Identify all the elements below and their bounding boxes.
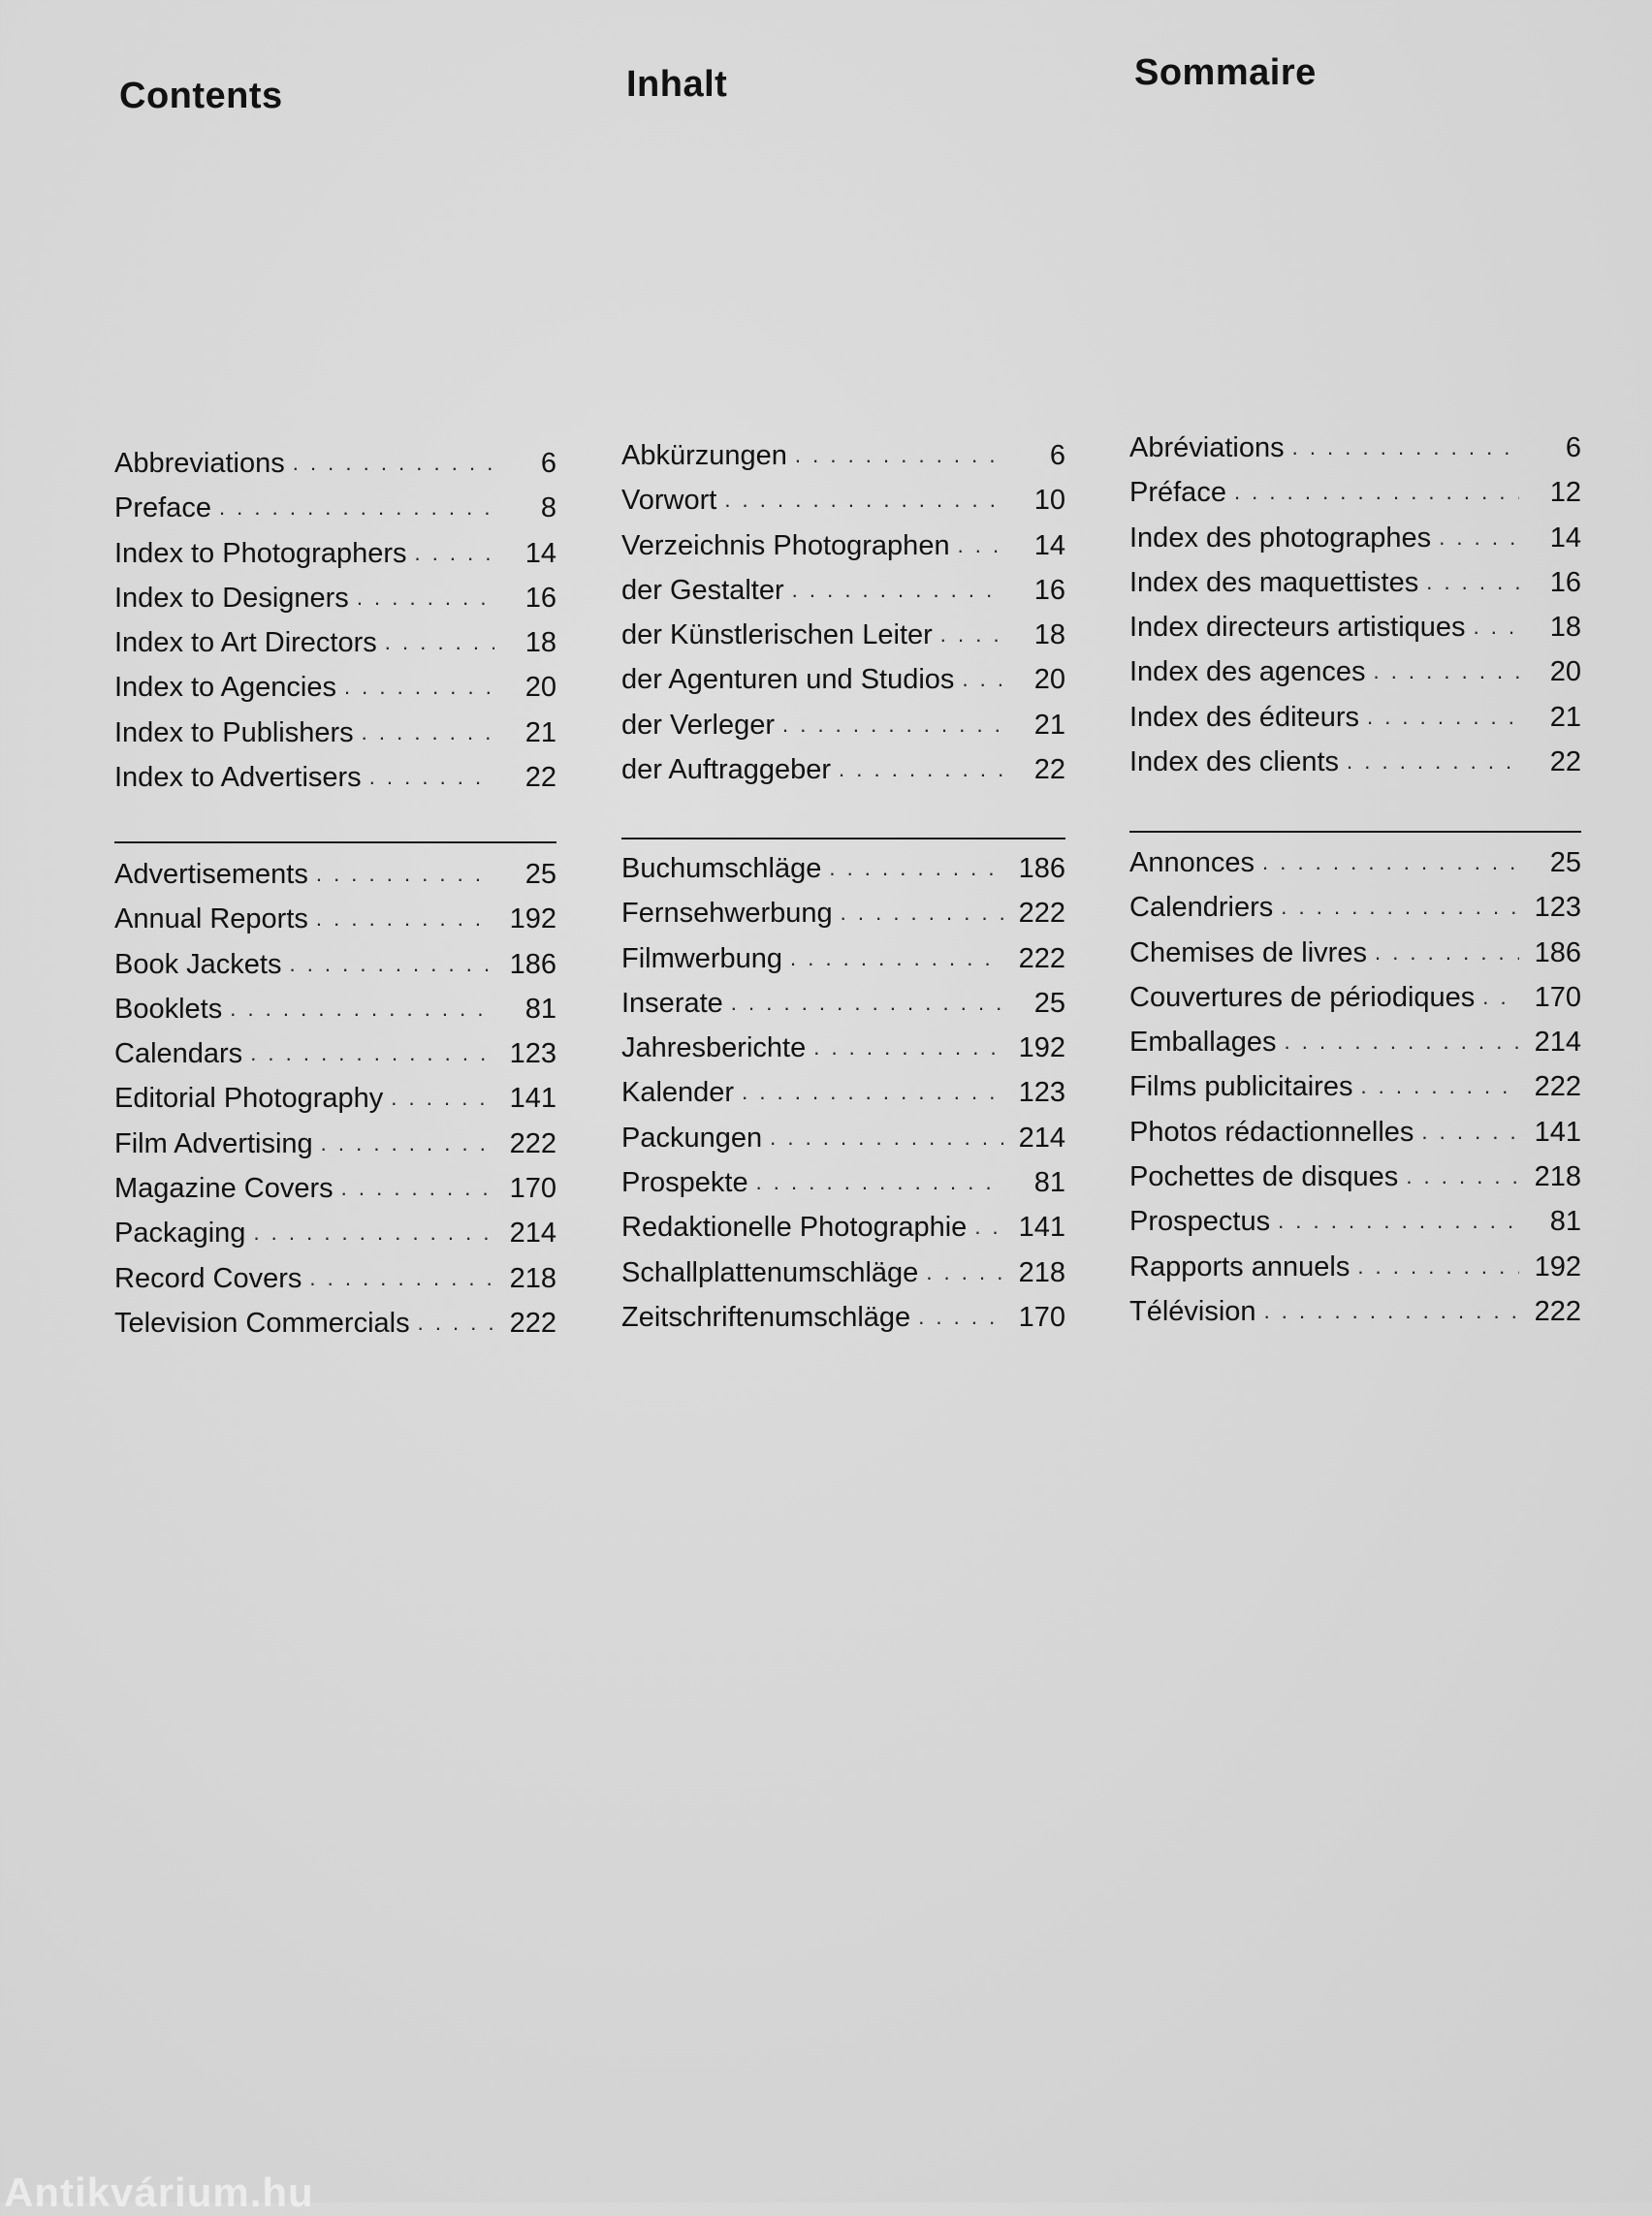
toc-entry [621, 754, 1065, 799]
heading-sommaire: Sommaire [1134, 52, 1317, 93]
toc-entry-page-number: 16 [1549, 566, 1581, 598]
toc-entry [1129, 847, 1581, 892]
toc-entry [621, 619, 1065, 664]
toc-entry-label: Magazine Covers [114, 1173, 334, 1205]
dot-leader [958, 533, 1003, 558]
toc-entry-label: Inserate [621, 987, 723, 1019]
toc-entry [621, 485, 1065, 529]
toc-entry-page-number: 8 [540, 492, 556, 524]
toc-entry-page-number: 20 [1033, 664, 1065, 696]
toc-entry [114, 859, 556, 903]
toc-entry [1129, 1071, 1581, 1116]
toc-entry [114, 538, 556, 583]
dot-leader [1439, 525, 1519, 551]
toc-entry [621, 988, 1065, 1032]
toc-entry-label: Preface [114, 492, 211, 524]
section-divider [1129, 831, 1581, 833]
dot-leader [418, 1311, 494, 1336]
dot-leader [940, 622, 1003, 648]
toc-entry-label: Book Jackets [114, 948, 282, 980]
toc-entry-page-number: 141 [1018, 1212, 1065, 1244]
toc-entry [114, 1038, 556, 1083]
toc-entry [621, 1257, 1065, 1302]
toc-entry-label: Chemises de livres [1129, 936, 1367, 968]
sections-list-german [621, 853, 1065, 1346]
toc-entry [621, 853, 1065, 898]
dot-leader [289, 952, 494, 977]
dot-leader [309, 1266, 494, 1291]
toc-entry [621, 530, 1065, 575]
toc-entry-label: Index to Photographers [114, 537, 407, 569]
dot-leader [1375, 940, 1519, 966]
toc-entry [621, 1123, 1065, 1167]
dot-leader [962, 667, 1003, 692]
toc-entry-page-number: 21 [1033, 709, 1065, 741]
toc-entry-label: der Auftraggeber [621, 754, 832, 786]
toc-entry-page-number: 81 [524, 993, 556, 1025]
toc-entry-page-number: 222 [1534, 1071, 1581, 1103]
heading-inhalt: Inhalt [626, 64, 728, 105]
toc-entry [114, 583, 556, 627]
toc-entry [1129, 892, 1581, 936]
toc-entry-label: Index des éditeurs [1129, 701, 1359, 733]
toc-entry [1129, 702, 1581, 746]
toc-entry-label: Index to Art Directors [114, 627, 377, 659]
toc-entry-label: der Gestalter [621, 574, 784, 606]
toc-entry-page-number: 6 [1565, 432, 1581, 463]
toc-entry-label: Index des maquettistes [1129, 566, 1419, 598]
toc-entry-page-number: 123 [1534, 892, 1581, 924]
toc-entry-label: Index des agences [1129, 656, 1366, 688]
toc-entry-page-number: 18 [1549, 612, 1581, 644]
dot-leader [414, 541, 494, 566]
dot-leader [1281, 895, 1519, 920]
toc-entry-page-number: 12 [1549, 477, 1581, 509]
toc-entry-page-number: 170 [509, 1173, 556, 1205]
toc-entry-page-number: 22 [524, 762, 556, 794]
dot-leader [1421, 1120, 1519, 1145]
toc-entry-page-number: 222 [509, 1307, 556, 1339]
toc-entry-page-number: 192 [509, 903, 556, 935]
toc-entry-page-number: 6 [1049, 440, 1065, 471]
toc-entry [1129, 477, 1581, 522]
toc-entry-page-number: 21 [524, 716, 556, 748]
toc-entry [1129, 656, 1581, 701]
toc-entry-label: Zeitschriftenumschläge [621, 1301, 911, 1333]
toc-entry-page-number: 222 [1018, 942, 1065, 974]
dot-leader [918, 1305, 1003, 1330]
toc-entry [1129, 522, 1581, 567]
toc-entry [621, 440, 1065, 485]
toc-entry [114, 994, 556, 1038]
toc-entry [621, 898, 1065, 942]
toc-entry-page-number: 123 [1018, 1077, 1065, 1109]
toc-entry [114, 1263, 556, 1308]
toc-entry [621, 1032, 1065, 1077]
toc-entry-label: Television Commercials [114, 1307, 410, 1339]
toc-entry-page-number: 218 [1534, 1161, 1581, 1193]
dot-leader [293, 451, 494, 476]
toc-entry-page-number: 222 [1018, 898, 1065, 930]
toc-entry [1129, 432, 1581, 477]
dot-leader [813, 1035, 1003, 1061]
toc-entry-label: Kalender [621, 1077, 735, 1109]
toc-entry-label: Redaktionelle Photographie [621, 1212, 968, 1244]
dot-leader [1347, 749, 1519, 775]
heading-contents: Contents [119, 76, 283, 116]
toc-entry [114, 1173, 556, 1218]
toc-entry-label: Buchumschläge [621, 853, 822, 884]
index-list-french [1129, 432, 1581, 791]
toc-entry-label: Index to Advertisers [114, 762, 362, 794]
toc-entry-label: Prospectus [1129, 1206, 1271, 1238]
toc-entry-page-number: 21 [1549, 701, 1581, 733]
dot-leader [742, 1080, 1003, 1105]
toc-entry-label: Abbreviations [114, 448, 285, 479]
toc-entry [114, 627, 556, 672]
toc-entry-label: Index to Designers [114, 582, 349, 614]
toc-entry-page-number: 25 [1549, 847, 1581, 878]
dot-leader [792, 578, 1003, 603]
toc-entry-label: Vorwort [621, 485, 717, 517]
toc-entry-label: Emballages [1129, 1027, 1277, 1059]
toc-entry-page-number: 186 [1534, 936, 1581, 968]
toc-entry [114, 717, 556, 762]
toc-entry-label: Photos rédactionnelles [1129, 1116, 1414, 1148]
sections-list-french [1129, 847, 1581, 1341]
dot-leader [1285, 1029, 1519, 1055]
dot-leader [316, 862, 494, 887]
dot-leader [321, 1131, 494, 1156]
toc-entry [621, 1212, 1065, 1256]
toc-entry [1129, 612, 1581, 656]
toc-entry-label: Jahresberichte [621, 1032, 807, 1064]
section-divider [621, 838, 1065, 839]
toc-entry-page-number: 18 [1033, 619, 1065, 651]
toc-entry-label: Verzeichnis Photographen [621, 529, 950, 561]
dot-leader [1234, 480, 1519, 505]
toc-entry [1129, 1251, 1581, 1296]
toc-entry [114, 1218, 556, 1262]
toc-entry-label: Pochettes de disques [1129, 1161, 1399, 1193]
dot-leader [756, 1170, 1003, 1195]
dot-leader [1292, 435, 1519, 460]
toc-entry-page-number: 16 [1033, 574, 1065, 606]
toc-entry-label: Rapports annuels [1129, 1250, 1350, 1282]
toc-entry [1129, 937, 1581, 982]
toc-entry-page-number: 6 [540, 448, 556, 479]
toc-entry-label: Film Advertising [114, 1127, 313, 1159]
toc-entry [114, 762, 556, 807]
dot-leader [731, 991, 1003, 1016]
dot-leader [782, 712, 1003, 738]
toc-entry-page-number: 170 [1534, 981, 1581, 1013]
toc-entry-label: Annual Reports [114, 903, 308, 935]
toc-entry [1129, 746, 1581, 791]
toc-entry-page-number: 14 [1033, 529, 1065, 561]
toc-entry [1129, 1117, 1581, 1161]
dot-leader [1474, 615, 1519, 640]
toc-entry-page-number: 186 [1018, 853, 1065, 884]
toc-entry-page-number: 214 [1018, 1122, 1065, 1154]
toc-entry-label: Index to Agencies [114, 672, 336, 704]
toc-entry-label: Abkürzungen [621, 440, 787, 471]
dot-leader [344, 675, 494, 700]
dot-leader [795, 443, 1003, 468]
toc-entry-page-number: 25 [524, 859, 556, 890]
dot-leader [391, 1086, 494, 1111]
toc-entry-page-number: 141 [509, 1083, 556, 1115]
dot-leader [362, 720, 494, 745]
dot-leader [1357, 1254, 1519, 1280]
toc-entry-page-number: 25 [1033, 987, 1065, 1019]
toc-entry-page-number: 10 [1033, 485, 1065, 517]
dot-leader [1262, 850, 1519, 875]
toc-entry [621, 1167, 1065, 1212]
dot-leader [770, 1125, 1003, 1151]
toc-entry [1129, 1296, 1581, 1341]
toc-entry-page-number: 192 [1534, 1250, 1581, 1282]
toc-entry [114, 949, 556, 994]
toc-entry [114, 903, 556, 948]
toc-entry-page-number: 14 [1549, 522, 1581, 554]
toc-entry-page-number: 22 [1549, 746, 1581, 778]
toc-entry [114, 1128, 556, 1173]
toc-entry-page-number: 14 [524, 537, 556, 569]
toc-entry-page-number: 81 [1033, 1167, 1065, 1199]
toc-entry-page-number: 218 [1018, 1256, 1065, 1288]
toc-entry [1129, 1206, 1581, 1250]
toc-entry-label: Index to Publishers [114, 716, 354, 748]
dot-leader [829, 856, 1003, 881]
toc-entry [114, 492, 556, 537]
dot-leader [253, 1220, 494, 1246]
toc-entry-page-number: 218 [509, 1262, 556, 1294]
toc-entry-label: Index directeurs artistiques [1129, 612, 1466, 644]
toc-entry-label: Calendriers [1129, 892, 1274, 924]
toc-entry-label: Annonces [1129, 847, 1255, 878]
dot-leader [841, 901, 1003, 926]
dot-leader [341, 1176, 494, 1201]
dot-leader [250, 1041, 494, 1066]
toc-entry-label: Fernsehwerbung [621, 898, 833, 930]
toc-entry-label: Packaging [114, 1218, 246, 1250]
toc-entry-label: Télévision [1129, 1295, 1256, 1327]
toc-entry [621, 710, 1065, 754]
toc-entry-label: Record Covers [114, 1262, 302, 1294]
toc-entry-page-number: 214 [509, 1218, 556, 1250]
toc-entry-label: Booklets [114, 993, 223, 1025]
toc-entry-label: der Künstlerischen Leiter [621, 619, 933, 651]
toc-entry-page-number: 18 [524, 627, 556, 659]
dot-leader [230, 997, 494, 1022]
toc-entry [114, 1308, 556, 1352]
toc-entry-label: Schallplattenumschläge [621, 1256, 919, 1288]
toc-entry-page-number: 222 [509, 1127, 556, 1159]
toc-entry [114, 672, 556, 716]
toc-entry [114, 1083, 556, 1127]
toc-entry-label: Index des photographes [1129, 522, 1432, 554]
toc-entry [621, 575, 1065, 619]
toc-entry-label: Advertisements [114, 859, 308, 890]
toc-entry-label: Packungen [621, 1122, 763, 1154]
toc-entry-page-number: 214 [1534, 1027, 1581, 1059]
dot-leader [316, 906, 494, 932]
toc-entry-page-number: 16 [524, 582, 556, 614]
toc-entry-label: Couvertures de périodiques [1129, 981, 1476, 1013]
dot-leader [790, 946, 1003, 971]
toc-entry [1129, 982, 1581, 1027]
dot-leader [839, 757, 1003, 782]
watermark-text: Antikvárium.hu [4, 2169, 314, 2215]
toc-entry-page-number: 123 [509, 1038, 556, 1070]
toc-entry-label: Préface [1129, 477, 1226, 509]
toc-entry-label: Filmwerbung [621, 942, 782, 974]
section-divider [114, 841, 556, 843]
dot-leader [724, 488, 1003, 513]
dot-leader [1264, 1299, 1519, 1324]
dot-leader [1406, 1164, 1519, 1189]
toc-entry-label: der Verleger [621, 709, 775, 741]
index-list-english [114, 448, 556, 807]
toc-entry-page-number: 81 [1549, 1206, 1581, 1238]
toc-entry-page-number: 22 [1033, 754, 1065, 786]
toc-entry-page-number: 141 [1534, 1116, 1581, 1148]
dot-leader [926, 1260, 1003, 1285]
dot-leader [1278, 1209, 1519, 1234]
sections-list-english [114, 859, 556, 1352]
dot-leader [1373, 659, 1519, 684]
dot-leader [1426, 570, 1519, 595]
toc-entry-label: Films publicitaires [1129, 1071, 1353, 1103]
toc-entry-label: Prospekte [621, 1167, 748, 1199]
toc-entry [621, 664, 1065, 709]
toc-entry [621, 1302, 1065, 1346]
toc-entry-label: Index des clients [1129, 746, 1340, 778]
toc-entry [621, 943, 1065, 988]
dot-leader [357, 586, 494, 611]
toc-entry-label: Abréviations [1129, 432, 1285, 463]
toc-entry-page-number: 20 [524, 672, 556, 704]
toc-entry-label: Calendars [114, 1038, 243, 1070]
toc-entry-page-number: 192 [1018, 1032, 1065, 1064]
toc-entry-label: Editorial Photography [114, 1083, 384, 1115]
toc-entry [1129, 567, 1581, 612]
toc-entry-label: der Agenturen und Studios [621, 664, 955, 696]
dot-leader [1482, 985, 1519, 1010]
toc-entry-page-number: 186 [509, 948, 556, 980]
index-list-german [621, 440, 1065, 799]
dot-leader [219, 495, 494, 521]
dot-leader [1367, 705, 1519, 730]
toc-entry [621, 1077, 1065, 1122]
dot-leader [1360, 1074, 1519, 1099]
toc-entry-page-number: 222 [1534, 1295, 1581, 1327]
toc-entry [1129, 1027, 1581, 1071]
toc-entry-page-number: 20 [1549, 656, 1581, 688]
toc-entry [114, 448, 556, 492]
dot-leader [385, 630, 494, 655]
toc-entry-page-number: 170 [1018, 1301, 1065, 1333]
dot-leader [974, 1215, 1003, 1240]
toc-entry [1129, 1161, 1581, 1206]
dot-leader [369, 765, 494, 790]
